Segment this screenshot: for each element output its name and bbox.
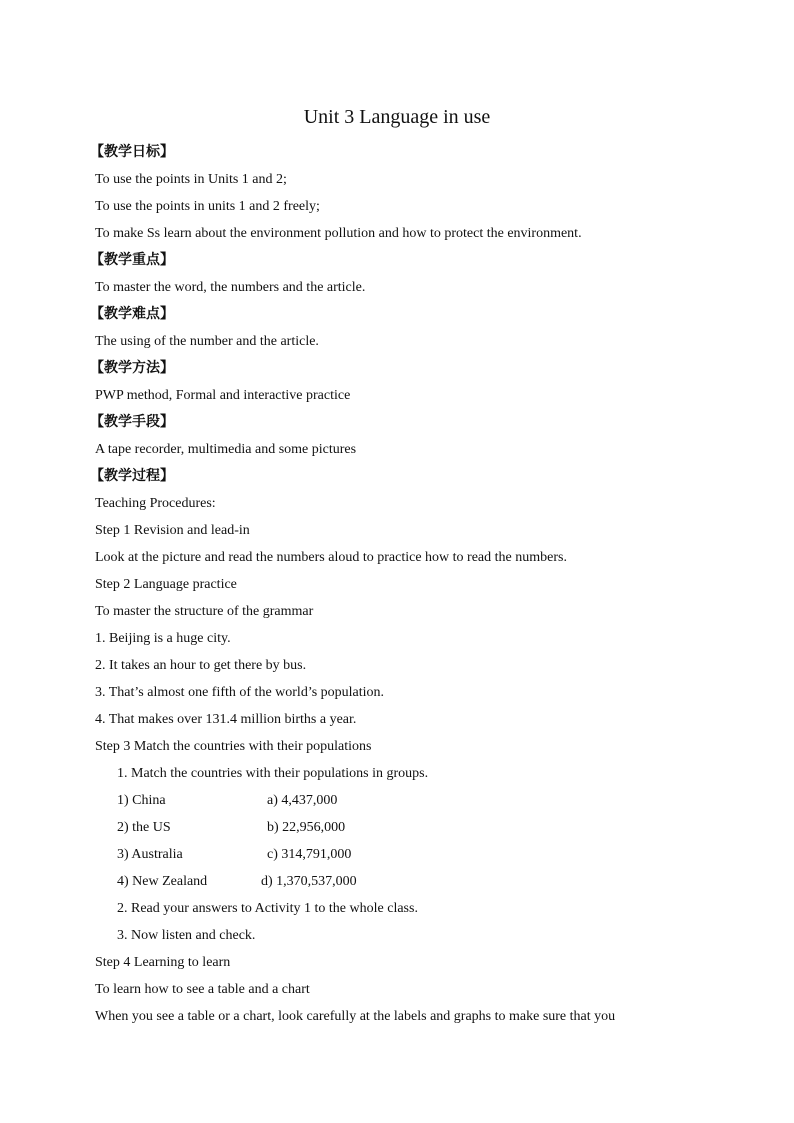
grammar-example: 4. That makes over 131.4 million births a year. xyxy=(95,712,357,727)
process-line: To learn how to see a table and a chart xyxy=(95,982,310,997)
step3-item: 3. Now listen and check. xyxy=(117,928,256,943)
process-line: To master the structure of the grammar xyxy=(95,604,314,619)
match-country: 1) China xyxy=(117,793,166,808)
match-population: b) 22,956,000 xyxy=(267,820,346,835)
process-line: When you see a table or a chart, look carefully at the labels and graphs to make sure that you xyxy=(95,1009,616,1024)
objective-line: To use the points in units 1 and 2 freely; xyxy=(95,199,320,214)
grammar-example: 2. It takes an hour to get there by bus. xyxy=(95,658,307,673)
process-line: Step 3 Match the countries with their populations xyxy=(95,739,372,754)
process-line: Step 1 Revision and lead-in xyxy=(95,523,250,538)
match-country: 2) the US xyxy=(117,820,171,835)
objective-line: To use the points in Units 1 and 2; xyxy=(95,172,287,187)
grammar-example: 1. Beijing is a huge city. xyxy=(95,631,231,646)
process-heading: 【教学过程】 xyxy=(90,468,174,484)
match-population: d) 1,370,537,000 xyxy=(261,874,357,889)
difficulties-heading: 【教学难点】 xyxy=(90,306,174,322)
process-line: Step 2 Language practice xyxy=(95,577,237,592)
means-line: A tape recorder, multimedia and some pictures xyxy=(95,442,357,457)
match-row xyxy=(95,868,715,895)
step3-item: 1. Match the countries with their populations in groups. xyxy=(117,766,429,781)
match-row xyxy=(95,841,715,868)
key-point-line: To master the word, the numbers and the article. xyxy=(95,280,366,295)
objectives-heading: 【教学日标】 xyxy=(90,144,174,160)
match-row xyxy=(95,814,715,841)
difficulty-line: The using of the number and the article. xyxy=(95,334,319,349)
match-population: a) 4,437,000 xyxy=(267,793,338,808)
objective-line: To make Ss learn about the environment pollution and how to protect the environment. xyxy=(95,226,582,241)
page-title: Unit 3 Language in use xyxy=(303,106,491,128)
process-line: Teaching Procedures: xyxy=(95,496,216,511)
match-country: 3) Australia xyxy=(117,847,183,862)
method-line: PWP method, Formal and interactive practice xyxy=(95,388,351,403)
document-body xyxy=(90,139,715,1030)
grammar-example: 3. That’s almost one fifth of the world’s population. xyxy=(95,685,385,700)
means-heading: 【教学手段】 xyxy=(90,414,174,430)
process-line: Step 4 Learning to learn xyxy=(95,955,231,970)
process-line: Look at the picture and read the numbers aloud to practice how to read the numbers. xyxy=(95,550,567,565)
step3-item: 2. Read your answers to Activity 1 to the whole class. xyxy=(117,901,418,916)
key-points-heading: 【教学重点】 xyxy=(90,252,174,268)
match-population: c) 314,791,000 xyxy=(267,847,352,862)
match-country: 4) New Zealand xyxy=(117,874,208,889)
match-row xyxy=(95,787,715,814)
methods-heading: 【教学方法】 xyxy=(90,360,174,376)
